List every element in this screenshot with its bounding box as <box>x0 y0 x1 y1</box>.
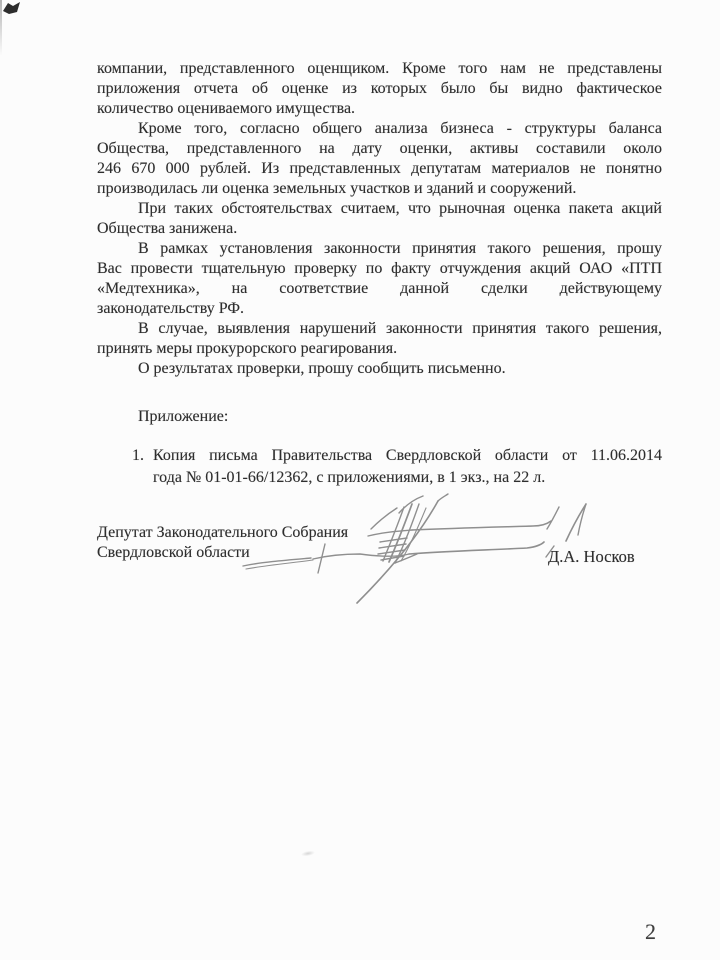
signature-position-line1: Депутат Законодательного Собрания <box>97 524 349 541</box>
page-number: 2 <box>645 919 656 944</box>
signature-position-line2: Свердловской области <box>97 543 250 561</box>
text-line: компании, представленного оценщиком. Кроме того нам не представлены <box>97 60 662 77</box>
signatory-name: Д.А. Носков <box>548 547 635 566</box>
paragraph <box>97 119 662 199</box>
text-line: В рамках установления законности принятия такого решения, прошу <box>138 240 662 257</box>
text-line: Копия письма Правительства Свердловской области от 11.06.2014 <box>153 447 662 464</box>
attachment-item <box>132 445 662 489</box>
attachment-heading: Приложение: <box>138 408 229 425</box>
text-line: В случае, выявления нарушений законности принятия такого решения, <box>138 320 662 337</box>
text-line: Вас провести тщательную проверку по факту отчуждения акций ОАО «ПТП <box>97 260 662 277</box>
text-line: количество оцениваемого имущества. <box>97 100 356 117</box>
text-line: года № 01-01-66/12362, с приложениями, в 1 экз., на 22 л. <box>153 469 546 486</box>
paragraph <box>97 59 662 119</box>
text-line: производилась ли оценка земельных участков и зданий и сооружений. <box>97 180 577 197</box>
text-line: Общества, представленного на дату оценки, активы составили около <box>97 140 662 157</box>
attachment-item-number: 1. <box>132 447 144 464</box>
paragraph <box>97 319 662 359</box>
scan-corner-artifact <box>3 2 20 14</box>
text-line: Кроме того, согласно общего анализа бизнеса - структуры баланса <box>138 120 662 137</box>
text-line: законодательству РФ. <box>97 300 245 317</box>
scan-edge-artifact <box>0 0 2 56</box>
paragraph <box>97 199 662 239</box>
signature-position-title <box>97 523 348 562</box>
text-line: При таких обстоятельствах считаем, что рыночная оценка пакета акций <box>138 200 662 217</box>
text-line: О результатах проверки, прошу сообщить письменно. <box>138 360 506 377</box>
letter-body <box>97 59 662 489</box>
paragraph <box>97 359 662 379</box>
text-line: «Медтехника», на соответствие данной сделки действующему <box>97 280 662 297</box>
text-line: 246 670 000 рублей. Из представленных депутатам материалов не понятно <box>97 160 662 177</box>
text-line: принять меры прокурорского реагирования. <box>97 340 398 357</box>
body-paragraphs <box>97 59 662 379</box>
text-line: Общества занижена. <box>97 220 238 237</box>
paragraph <box>97 239 662 319</box>
scan-smudge-artifact <box>301 850 316 857</box>
attachment-item-text <box>153 445 662 489</box>
text-line: приложения отчета об оценке из которых было бы видно фактическое <box>97 80 662 97</box>
